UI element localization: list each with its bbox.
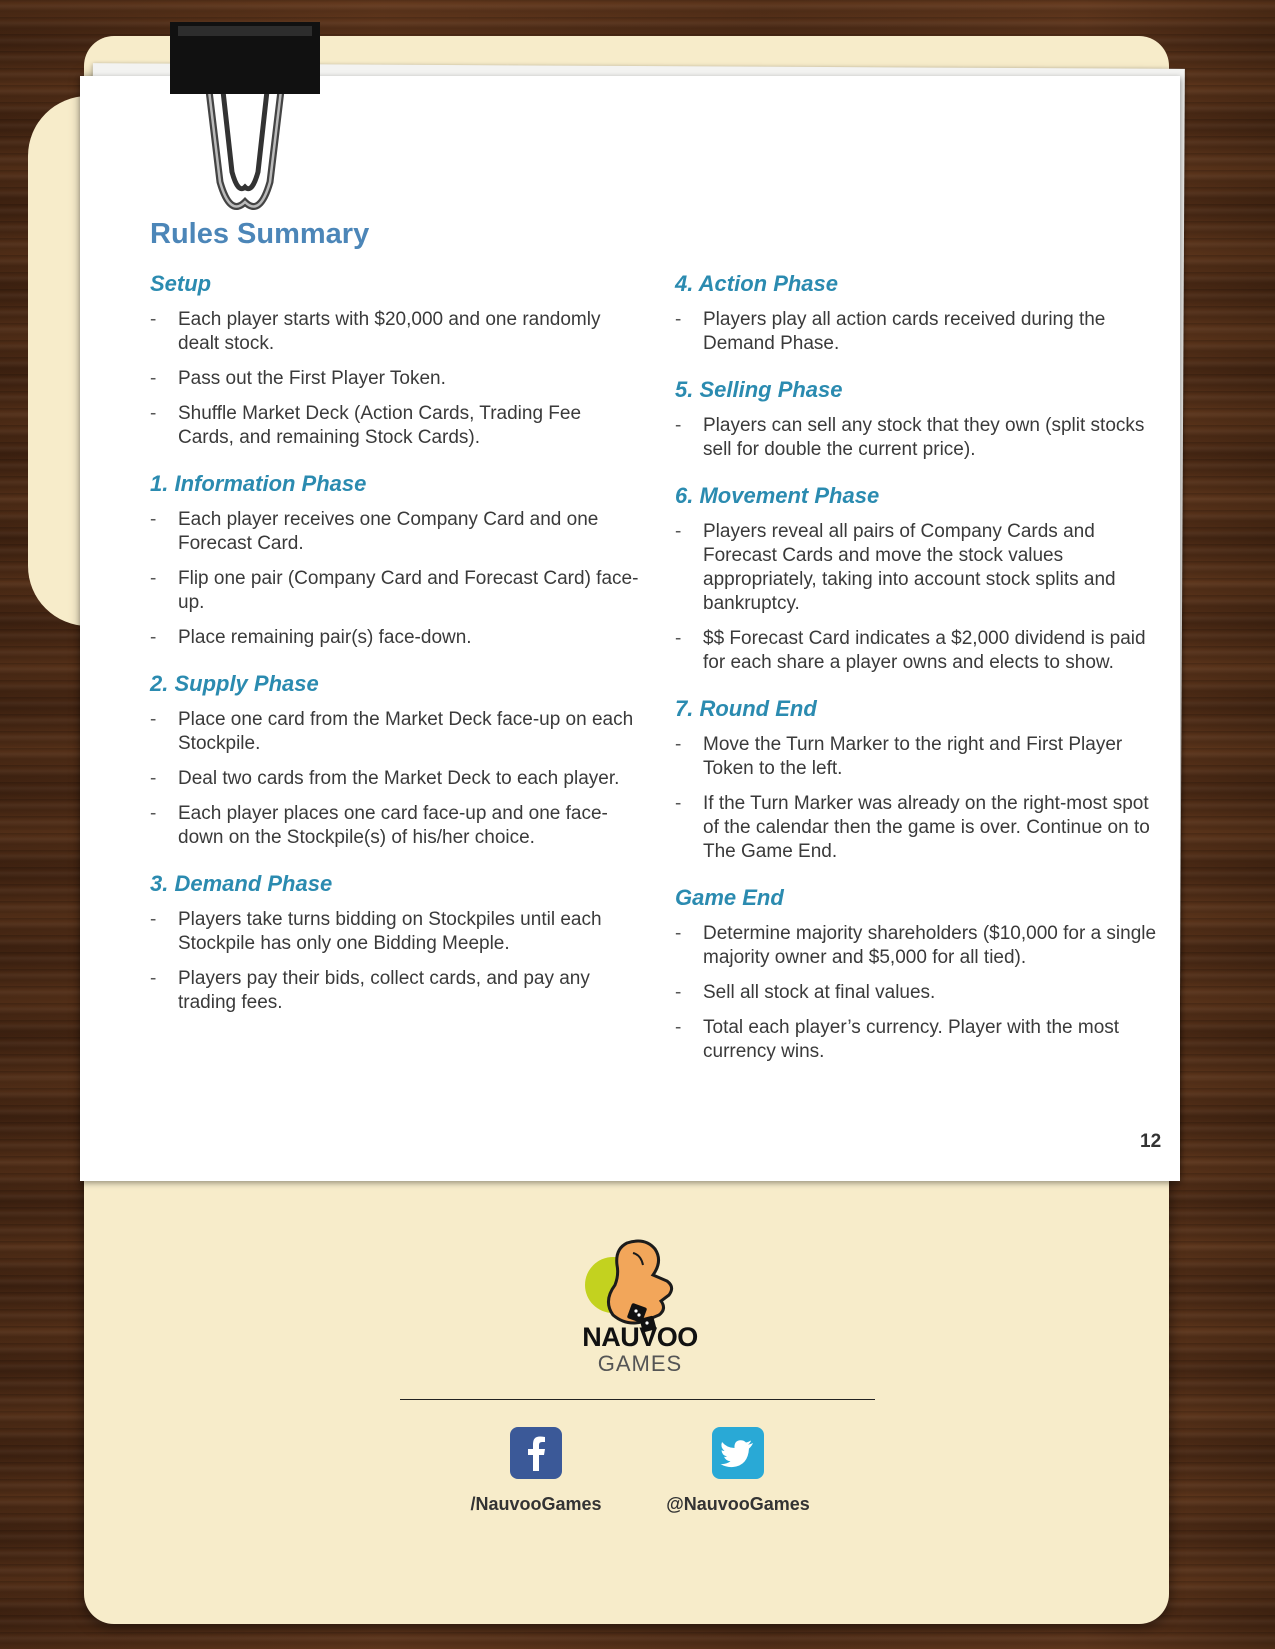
binder-clip-icon [170, 22, 320, 222]
rule-item [675, 922, 1165, 970]
section-heading-game-end: Game End [675, 885, 784, 910]
rule-item [675, 1016, 1165, 1064]
bullet-dash: - [150, 968, 157, 989]
bullet-dash: - [675, 628, 682, 649]
rule-item [150, 967, 640, 1015]
rule-list [150, 908, 640, 1015]
bullet-dash: - [150, 403, 157, 424]
logo-word-games: GAMES [597, 1351, 683, 1376]
rule-text: Deal two cards from the Market Deck to each player. [178, 768, 620, 789]
rule-text: Each player receives one Company Card and one Forecast Card. [178, 509, 599, 554]
twitter-icon[interactable] [712, 1427, 764, 1479]
facebook-handle[interactable]: /NauvooGames [470, 1494, 602, 1514]
bullet-dash: - [675, 309, 682, 330]
bullet-dash: - [150, 709, 157, 730]
rule-item [150, 802, 640, 850]
rule-text: Total each player’s currency. Player with the most currency wins. [703, 1017, 1120, 1062]
rule-list [150, 508, 640, 650]
section-heading-4-action-phase: 4. Action Phase [675, 271, 839, 296]
rule-text: Place remaining pair(s) face-down. [178, 627, 472, 648]
bullet-dash: - [675, 1017, 682, 1038]
rule-text: Determine majority shareholders ($10,000 for a single majority owner and $5,000 for all tied). [703, 923, 1157, 968]
rule-list [150, 708, 640, 850]
rule-item [675, 733, 1165, 781]
bullet-dash: - [675, 982, 682, 1003]
bullet-dash: - [675, 923, 682, 944]
rule-text: Flip one pair (Company Card and Forecast Card) face-up. [178, 568, 639, 613]
rule-item [150, 767, 640, 791]
page-number: 12 [1140, 1131, 1162, 1152]
rule-item [150, 367, 640, 391]
rule-text: Players can sell any stock that they own (split stocks sell for double the current price). [703, 415, 1145, 460]
rule-item [675, 981, 1165, 1005]
section-heading-2-supply-phase: 2. Supply Phase [150, 671, 319, 696]
logo-word-nauvoo: NAUVOO [582, 1322, 698, 1352]
right-column [675, 270, 1165, 1084]
rule-text: Sell all stock at final values. [703, 982, 936, 1003]
rule-text: Each player starts with $20,000 and one randomly dealt stock. [178, 309, 601, 354]
twitter-handle[interactable]: @NauvooGames [666, 1494, 810, 1514]
rule-text: Pass out the First Player Token. [178, 368, 446, 389]
rule-list [675, 733, 1165, 864]
section-heading-1-information-phase: 1. Information Phase [150, 471, 367, 496]
rule-item [675, 792, 1165, 864]
rule-item [150, 508, 640, 556]
rule-text: Players play all action cards received during the Demand Phase. [703, 309, 1106, 354]
section-heading-3-demand-phase: 3. Demand Phase [150, 871, 333, 896]
section-heading-7-round-end: 7. Round End [675, 696, 817, 721]
rule-item [150, 626, 640, 650]
rule-item [150, 708, 640, 756]
rule-list [150, 308, 640, 450]
rule-item [150, 567, 640, 615]
bullet-dash: - [150, 309, 157, 330]
rule-item [675, 520, 1165, 616]
rule-list [675, 520, 1165, 675]
facebook-icon[interactable] [510, 1427, 562, 1479]
rule-text: Players take turns bidding on Stockpiles until each Stockpile has only one Bidding Meeple. [178, 909, 602, 954]
rule-item [150, 402, 640, 450]
bullet-dash: - [675, 521, 682, 542]
bullet-dash: - [150, 568, 157, 589]
bullet-dash: - [150, 368, 157, 389]
rule-text: Each player places one card face-up and one face-down on the Stockpile(s) of his/her choice. [178, 803, 608, 848]
bullet-dash: - [675, 415, 682, 436]
rule-item [150, 308, 640, 356]
page-title: Rules Summary [150, 218, 370, 250]
bullet-dash: - [675, 734, 682, 755]
bullet-dash: - [150, 803, 157, 824]
bullet-dash: - [150, 909, 157, 930]
bullet-dash: - [150, 627, 157, 648]
rule-item [675, 308, 1165, 356]
rule-list [675, 922, 1165, 1064]
left-column [150, 270, 640, 1035]
section-heading-6-movement-phase: 6. Movement Phase [675, 483, 880, 508]
footer-divider [400, 1399, 875, 1400]
rule-list [675, 308, 1165, 356]
rule-item [150, 908, 640, 956]
rule-list [675, 414, 1165, 462]
section-heading-setup: Setup [150, 271, 212, 296]
rule-text: Move the Turn Marker to the right and First Player Token to the left. [703, 734, 1123, 779]
rule-text: Place one card from the Market Deck face-up on each Stockpile. [178, 709, 634, 754]
rule-text: Players pay their bids, collect cards, and pay any trading fees. [178, 968, 590, 1013]
rule-item [675, 414, 1165, 462]
rule-item [675, 627, 1165, 675]
bullet-dash: - [150, 509, 157, 530]
rule-text: $$ Forecast Card indicates a $2,000 dividend is paid for each share a player owns and elects to show. [703, 628, 1146, 673]
bullet-dash: - [150, 768, 157, 789]
rule-text: If the Turn Marker was already on the right-most spot of the calendar then the game is over. Continue on to The Game End. [703, 793, 1150, 862]
bullet-dash: - [675, 793, 682, 814]
rule-text: Players reveal all pairs of Company Cards and Forecast Cards and move the stock values appropriately, taking into account stock splits and bankruptcy. [703, 521, 1116, 614]
rule-text: Shuffle Market Deck (Action Cards, Trading Fee Cards, and remaining Stock Cards). [178, 403, 582, 448]
section-heading-5-selling-phase: 5. Selling Phase [675, 377, 843, 402]
